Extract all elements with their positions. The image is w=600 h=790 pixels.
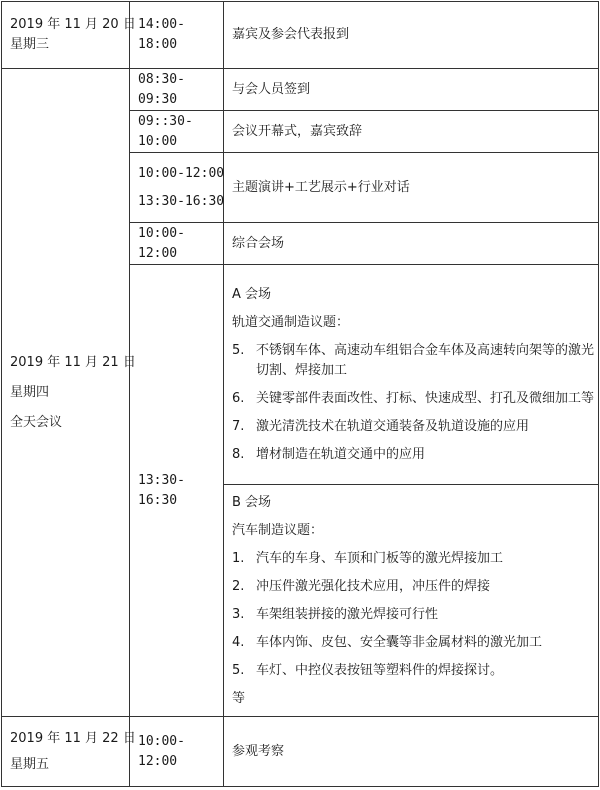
time-cell xyxy=(130,265,224,717)
item-text: 激光清洗技术在轨道交通装备及轨道设施的应用 xyxy=(256,418,530,434)
session-b-cell xyxy=(224,485,599,717)
item-text: 关键零部件表面改性、打标、快速成型、打孔及微细加工等 xyxy=(256,390,595,406)
session-topic: 轨道交通制造议题： xyxy=(232,314,350,330)
time-text: 09::30-10:00 xyxy=(138,113,193,149)
session-tail: 等 xyxy=(232,690,246,706)
time-cell xyxy=(130,717,224,787)
item-number: 7. xyxy=(232,418,245,434)
item-text: 汽车的车身、车顶和门板等的激光焊接加工 xyxy=(256,550,504,566)
item-text: 车灯、中控仪表按钮等塑料件的焊接探讨。 xyxy=(256,662,504,678)
list-item xyxy=(232,605,598,625)
event-cell xyxy=(224,69,599,111)
time-text: 10:00-12:00 xyxy=(138,733,185,769)
time-cell xyxy=(130,153,224,223)
day-date: 2019 年 11 月 22 日 xyxy=(10,730,136,746)
session-topic: 汽车制造议题： xyxy=(232,522,324,538)
item-number: 4. xyxy=(232,634,245,650)
schedule-row xyxy=(2,717,599,787)
day-date: 2019 年 11 月 21 日 xyxy=(10,354,136,370)
item-number: 6. xyxy=(232,390,245,406)
time-text: 14:00-18:00 xyxy=(138,17,185,52)
event-text: 综合会场 xyxy=(232,235,285,251)
time-cell xyxy=(130,69,224,111)
list-item xyxy=(232,577,598,597)
time-text: 10:00-12:00 xyxy=(138,225,185,261)
time-cell xyxy=(130,2,224,69)
event-cell xyxy=(224,223,599,265)
day-weekday: 星期三 xyxy=(10,37,50,52)
item-text: 增材制造在轨道交通中的应用 xyxy=(256,446,426,462)
session-title: B 会场 xyxy=(232,494,272,510)
time-text: 13:30-16:30 xyxy=(138,193,225,209)
list-item xyxy=(232,633,598,653)
list-item xyxy=(232,445,598,465)
day-weekday: 星期五 xyxy=(10,756,50,772)
item-text: 不锈钢车体、高速动车组铝合金车体及高速转向架等的激光切割、焊接加工 xyxy=(256,342,595,378)
day-date: 2019 年 11 月 20 日 xyxy=(10,17,136,32)
list-item xyxy=(232,549,598,569)
item-number: 5. xyxy=(232,342,245,358)
schedule-row xyxy=(2,69,599,111)
item-number: 1. xyxy=(232,550,245,566)
item-number: 3. xyxy=(232,606,245,622)
schedule-row xyxy=(2,2,599,69)
item-number: 2. xyxy=(232,578,245,594)
day-cell-2 xyxy=(2,69,136,717)
event-text: 嘉宾及参会代表报到 xyxy=(232,27,350,42)
event-cell xyxy=(224,717,599,787)
day-cell-3 xyxy=(2,717,136,787)
time-text: 10:00-12:00 xyxy=(138,165,225,181)
day-note: 全天会议 xyxy=(10,414,63,430)
session-a-cell xyxy=(224,265,599,485)
time-text: 13:30-16:30 xyxy=(138,472,185,508)
event-text: 主题演讲+工艺展示+行业对话 xyxy=(232,179,410,195)
item-number: 5. xyxy=(232,662,245,678)
day-weekday: 星期四 xyxy=(10,384,50,400)
session-title: A 会场 xyxy=(232,286,272,302)
item-text: 车架组装拼接的激光焊接可行性 xyxy=(256,606,439,622)
item-text: 冲压件激光强化技术应用，冲压件的焊接 xyxy=(256,578,491,594)
list-item xyxy=(232,341,598,381)
time-text: 08:30-09:30 xyxy=(138,71,185,107)
event-cell xyxy=(224,153,599,223)
event-text: 会议开幕式，嘉宾致辞 xyxy=(232,123,363,139)
event-cell xyxy=(224,2,599,69)
item-number: 8. xyxy=(232,446,245,462)
list-item xyxy=(232,389,598,409)
list-item xyxy=(232,417,598,437)
list-item xyxy=(232,661,598,681)
time-cell xyxy=(130,111,224,153)
event-text: 与会人员签到 xyxy=(232,81,311,97)
time-cell xyxy=(130,223,224,265)
event-text: 参观考察 xyxy=(232,743,285,759)
day-cell-1 xyxy=(2,2,136,69)
schedule-table xyxy=(1,1,599,787)
event-cell xyxy=(224,111,599,153)
item-text: 车体内饰、皮包、安全囊等非金属材料的激光加工 xyxy=(256,634,543,650)
